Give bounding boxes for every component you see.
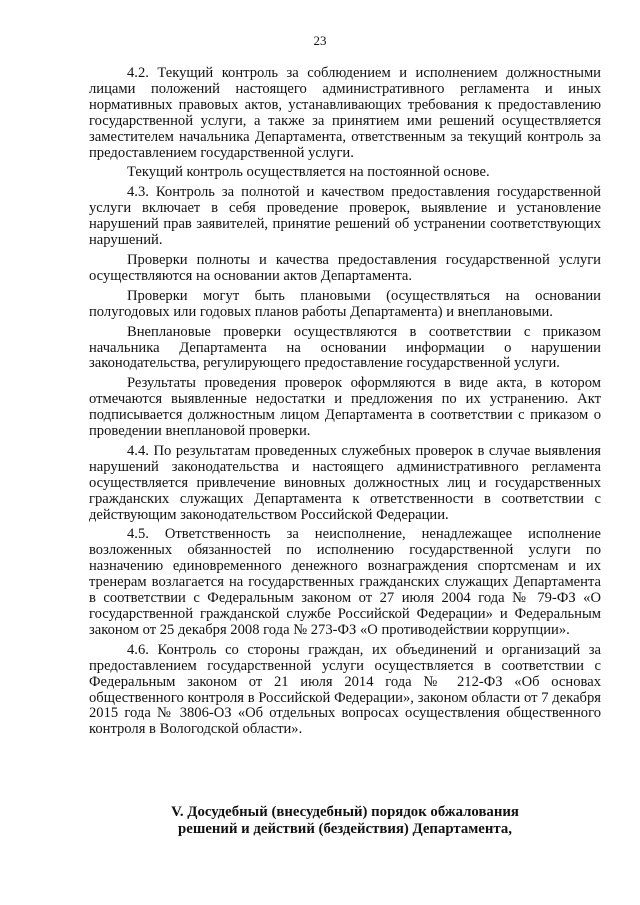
paragraph-inspections-basis: Проверки полноты и качества предоставления государственной услуги осуществляются на основании актов Департамента.: [89, 251, 601, 284]
paragraph-inspection-results: Результаты проведения проверок оформляются в виде акта, в котором отмечаются выявленные недостатки и предложения по их устранению. Акт подписывается должностным лицом Департамента в соответствии с приказом о проведении внеплановой проверки.: [89, 375, 601, 440]
paragraph-4-3: 4.3. Контроль за полнотой и качеством предоставления государственной услуги включает в себя проведение проверок, выявление и установление нарушений прав заявителей, принятие решений об устранении соответствующих нарушений.: [89, 184, 601, 249]
paragraph-4-6: 4.6. Контроль со стороны граждан, их объединений и организаций за предоставлением государственной услуги осуществляется в соответствии с Федеральным законом от 21 июля 2014 года № 212-ФЗ «Об основах общественного контроля в Российской Федерации», законом области от 7 декабря 2015 года № 3806-ОЗ «Об отдельных вопросах осуществления общественного контроля в Вологодской области».: [89, 641, 601, 738]
paragraph-4-4: 4.4. По результатам проведенных служебных проверок в случае выявления нарушений законодательства и настоящего административного регламента осуществляется привлечение виновных должностных лиц и государственных гражданских служащих Департамента к ответственности в соответствии с действующим законодательством Российской Федерации.: [89, 442, 601, 523]
paragraph-4-2: 4.2. Текущий контроль за соблюдением и исполнением должностными лицами положений настоящего административного регламента и иных нормативных правовых актов, устанавливающих требования к предоставлению государственной услуги, а также за принятием ими решений осуществляется заместителем начальника Департамента, ответственным за текущий контроль за предоставлением государственной услуги.: [89, 65, 601, 161]
body-text: [89, 66, 601, 742]
paragraph-inspection-types: Проверки могут быть плановыми (осуществляться на основании полугодовых или годовых планов работы Департамента) и внеплановыми.: [89, 287, 601, 320]
section-heading-line-2: решений и действий (бездействия) Департамента,: [178, 821, 512, 837]
section-heading-line-1: V. Досудебный (внесудебный) порядок обжалования: [171, 804, 519, 820]
paragraph-unscheduled-inspections: Внеплановые проверки осуществляются в соответствии с приказом начальника Департамента на основании информации о нарушении законодательства, регулирующего предоставление государственной услуги.: [89, 323, 601, 372]
paragraph-4-5: 4.5. Ответственность за неисполнение, ненадлежащее исполнение возложенных обязанностей по исполнению государственной услуги по назначению единовременного денежного вознаграждения спортсменам и их тренерам возлагается на государственных гражданских служащих Департамента в соответствии с Федеральным законом от 27 июля 2004 года № 79-ФЗ «О государственной гражданской службе Российской Федерации» и Федеральным законом от 25 декабря 2008 года № 273-ФЗ «О противодействии коррупции».: [89, 526, 601, 638]
page-number: 23: [313, 33, 327, 48]
paragraph-continuous-control: Текущий контроль осуществляется на постоянной основе.: [127, 164, 490, 181]
section-heading: [89, 804, 601, 838]
